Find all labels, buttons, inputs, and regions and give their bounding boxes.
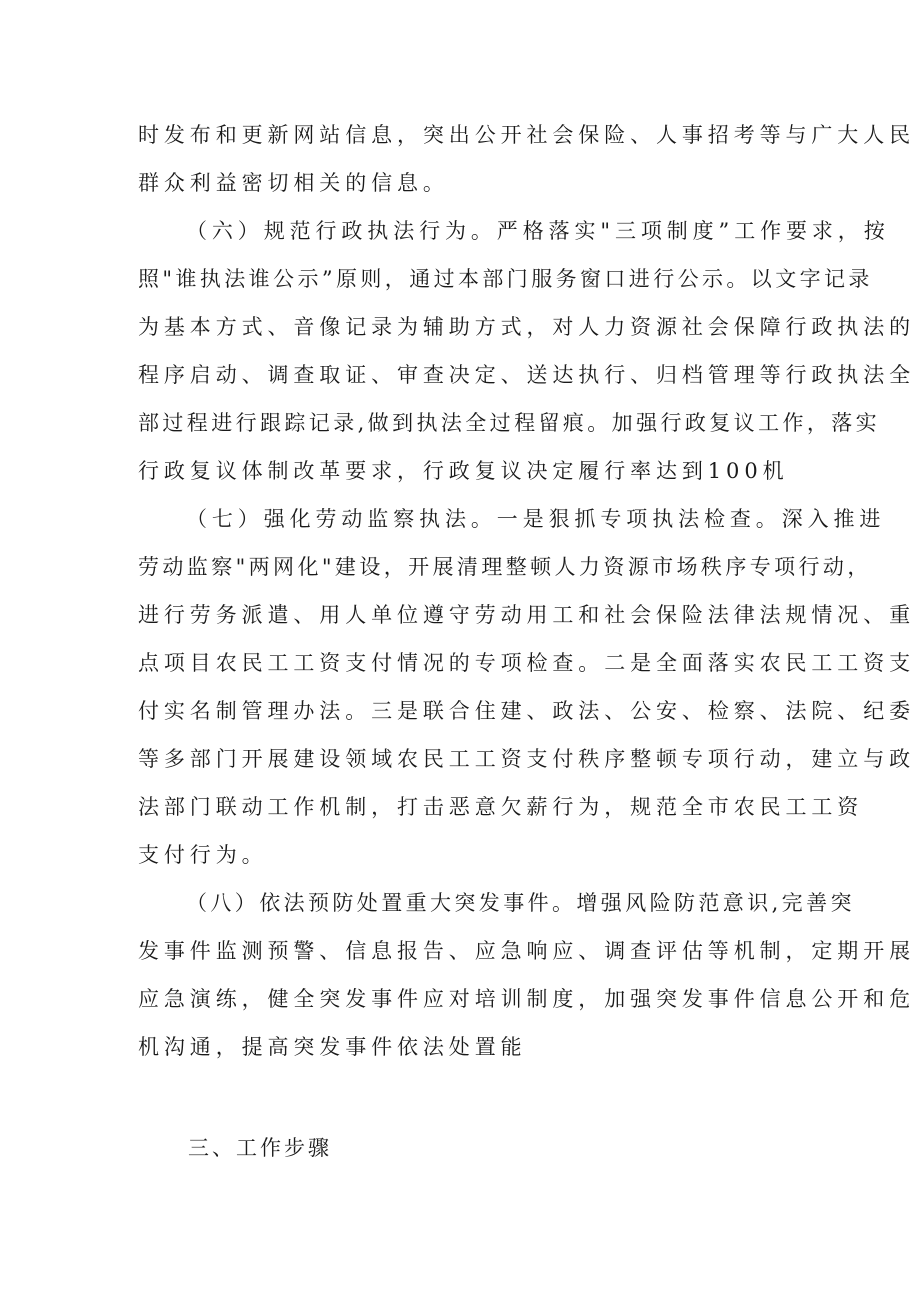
text-line: 等多部门开展建设领域农民工工资支付秩序整顿专项行动，建立与政 bbox=[138, 747, 915, 771]
text-line: 时发布和更新网站信息，突出公开社会保险、人事招考等与广大人民 bbox=[138, 123, 915, 147]
text-line: 群众利益密切相关的信息。 bbox=[138, 171, 449, 195]
text-line: 部过程进行跟踪记录,做到执法全过程留痕。加强行政复议工作，落实 bbox=[138, 411, 881, 435]
text-line: 行政复议体制改革要求，行政复议决定履行率达到100机 bbox=[138, 459, 789, 483]
text-line: 应急演练，健全突发事件应对培训制度，加强突发事件信息公开和危 bbox=[138, 987, 915, 1011]
text-line: 程序启动、调查取证、审查决定、送达执行、归档管理等行政执法全 bbox=[138, 363, 915, 387]
text-line: 点项目农民工工资支付情况的专项检查。二是全面落实农民工工资支 bbox=[138, 651, 915, 675]
text-line: 照"谁执法谁公示”原则，通过本部门服务窗口进行公示。以文字记录 bbox=[138, 267, 873, 291]
text-line: 为基本方式、音像记录为辅助方式，对人力资源社会保障行政执法的 bbox=[138, 315, 915, 339]
text-line: 支付行为。 bbox=[138, 843, 268, 867]
text-line: 进行劳务派遣、用人单位遵守劳动用工和社会保险法律法规情况、重 bbox=[138, 603, 915, 627]
text-line: 法部门联动工作机制，打击恶意欠薪行为，规范全市农民工工资 bbox=[138, 795, 864, 819]
paragraph-start-seven: （七）强化劳动监察执法。一是狠抓专项执法检查。深入推进 bbox=[186, 507, 886, 531]
paragraph-start-six: （六）规范行政执法行为。严格落实"三项制度”工作要求，按 bbox=[186, 219, 890, 243]
text-line: 劳动监察"两网化"建设，开展清理整顿人力资源市场秩序专项行动， bbox=[138, 555, 872, 579]
text-line: 机沟通，提高突发事件依法处置能 bbox=[138, 1035, 527, 1059]
text-line: 发事件监测预警、信息报告、应急响应、调查评估等机制，定期开展 bbox=[138, 939, 915, 963]
paragraph-start-eight: （八）依法预防处置重大突发事件。增强风险防范意识,完善突 bbox=[186, 891, 855, 915]
text-line: 付实名制管理办法。三是联合住建、政法、公安、检察、法院、纪委 bbox=[138, 699, 915, 723]
section-heading: 三、工作步骤 bbox=[188, 1136, 332, 1160]
